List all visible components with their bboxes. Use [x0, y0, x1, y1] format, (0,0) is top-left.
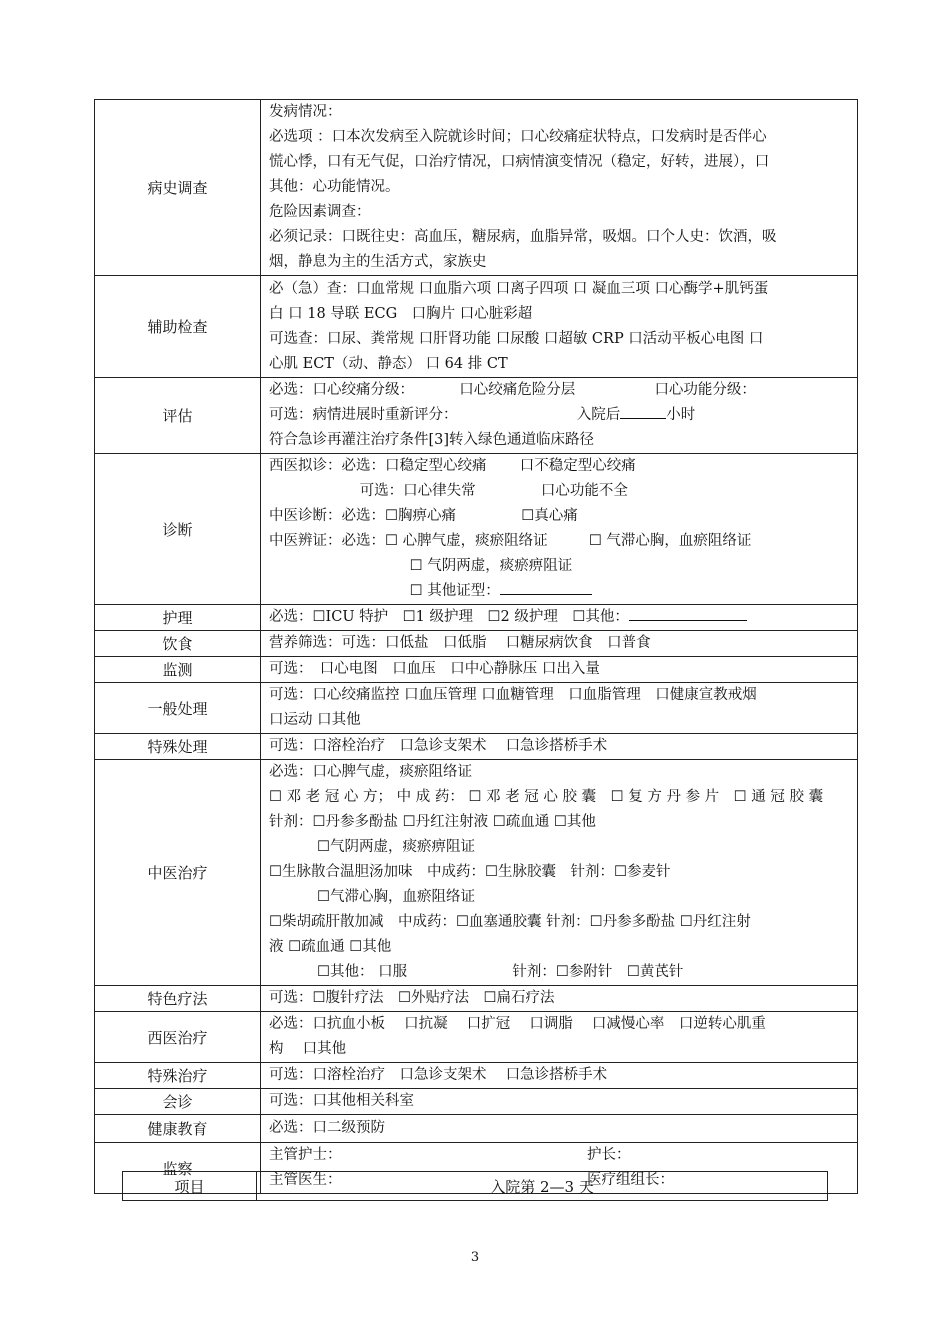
table-row: [95, 683, 858, 734]
western-line: 必选：口抗血小板 口抗凝 口扩冠 口调脂 口减慢心率 口逆转心肌重: [269, 1016, 766, 1032]
page-number: 3: [470, 1250, 480, 1265]
history-line: 发病情况：: [269, 104, 342, 120]
tcm-line: 液 ☐疏血通 ☐其他: [269, 939, 392, 955]
row-label-diagnosis: 诊断: [95, 454, 261, 605]
diagnosis-line: [269, 579, 849, 604]
diagnosis-true-heart-pain: ☐真心痛: [521, 508, 578, 524]
row-label-special-handling: 特殊处理: [95, 734, 261, 760]
diagnosis-heart-failure: 口心功能不全: [540, 483, 628, 499]
table-row: [95, 986, 858, 1012]
diagnosis-line: [269, 504, 849, 529]
table-row: [95, 631, 858, 657]
diagnosis-syndrome-2: ☐ 气滞心胸，血瘀阻络证: [588, 533, 752, 549]
row-label-western: 西医治疗: [95, 1012, 261, 1063]
other-syndrome-blank: [500, 580, 592, 595]
exam-line: 白 口 18 导联 ECG 口胸片 口心脏彩超: [269, 305, 533, 322]
diagnosis-syndrome-3: ☐ 气阴两虚，痰瘀痹阻证: [409, 558, 573, 574]
row-label-supervise: 监察: [95, 1143, 261, 1194]
exam-line: 必（急）查：口血常规 口血脂六项 口离子四项 口 凝血三项 口心酶学+肌钙蛋: [269, 280, 769, 297]
history-line: 必须记录：口既往史：高血压，糖尿病，血脂异常，吸烟。口个人史：饮酒，吸: [269, 229, 777, 245]
assess-admission: 入院后: [576, 407, 621, 423]
exam-line: 心肌 ECT（动、静态） 口 64 排 CT: [269, 355, 508, 372]
assess-content: [261, 378, 858, 454]
day-2-3-table: [122, 1171, 828, 1201]
nursing-text: 必选：☐ICU 特护 ☐1 级护理 ☐2 级护理 ☐其他：: [269, 609, 629, 625]
tcm-syndrome-3: ☐气滞心胸，血瘀阻络证: [317, 889, 475, 905]
diagnosis-other: ☐ 其他证型：: [409, 583, 500, 599]
row-label-history: 病史调查: [95, 100, 261, 276]
assess-line: 符合急诊再灌注治疗条件[3]转入绿色通道临床路径: [269, 432, 595, 448]
row-label-monitor: 监测: [95, 657, 261, 683]
nurse-in-charge-label: 主管护士：: [269, 1147, 342, 1163]
row-label-general: 一般处理: [95, 683, 261, 734]
row-label-exam: 辅助检查: [95, 276, 261, 378]
item-header: 项目: [123, 1172, 257, 1201]
history-content: [261, 100, 858, 276]
tcm-line: 必选：口心脾气虚，痰瘀阻络证: [269, 764, 472, 780]
table-row: [95, 276, 858, 378]
diet-content: 营养筛选：可选：口低盐 口低脂 口糖尿病饮食 口普食: [261, 631, 858, 657]
tcm-line: [269, 960, 849, 985]
western-line: 构 口其他: [269, 1041, 347, 1057]
diagnosis-tcm: 中医诊断：必选：☐胸痹心痛: [269, 508, 456, 524]
diagnosis-syndrome-1: 中医辨证：必选：☐ 心脾气虚，痰瘀阻络证: [269, 533, 548, 549]
assess-function: 口心功能分级：: [654, 382, 756, 398]
row-label-education: 健康教育: [95, 1115, 261, 1143]
table-row: [123, 1172, 828, 1201]
assess-grading: 必选：口心绞痛分级：: [269, 382, 414, 398]
history-line: 烟，静息为主的生活方式，家族史: [269, 254, 487, 270]
tcm-line: [269, 835, 849, 860]
special-handling-content: 可选：口溶栓治疗 口急诊支架术 口急诊搭桥手术: [261, 734, 858, 760]
diagnosis-western-required: 西医拟诊：必选：口稳定型心绞痛: [269, 458, 487, 474]
row-label-diet: 饮食: [95, 631, 261, 657]
assess-hours: 小时: [666, 407, 696, 423]
table-row: [95, 1115, 858, 1143]
tcm-syndrome-2: ☐气阴两虚，痰瘀痹阻证: [317, 839, 475, 855]
group-leader-label: 医疗组组长：: [587, 1172, 674, 1188]
table-row: [95, 1012, 858, 1063]
doctor-in-charge-label: 主管医生：: [269, 1172, 342, 1188]
row-label-special-treatment: 特殊治疗: [95, 1063, 261, 1089]
assess-line: [269, 378, 849, 403]
table-row: [95, 760, 858, 986]
head-nurse-label: 护长：: [587, 1147, 631, 1163]
general-line: 口运动 口其他: [269, 712, 361, 728]
tcm-content: [261, 760, 858, 986]
general-content: [261, 683, 858, 734]
row-label-tcm: 中医治疗: [95, 760, 261, 986]
signature-line: [269, 1143, 849, 1168]
tcm-line: ☐柴胡疏肝散加减 中成药：☐血塞通胶囊 针剂：☐丹参多酚盐 ☐丹红注射: [269, 914, 751, 930]
tcm-line: 针剂：☐丹参多酚盐 ☐丹红注射液 ☐疏血通 ☐其他: [269, 814, 596, 830]
hours-blank: [620, 404, 666, 419]
exam-content: [261, 276, 858, 378]
table-row: [95, 1089, 858, 1115]
table-row: [95, 454, 858, 605]
diagnosis-western-optional: 可选：口心律失常: [359, 483, 476, 499]
tcm-line: ☐生脉散合温胆汤加味 中成药：☐生脉胶囊 针剂：☐参麦针: [269, 864, 671, 880]
history-line: 危险因素调查：: [269, 204, 371, 220]
diagnosis-content: [261, 454, 858, 605]
day-header: 入院第 2—3 天: [257, 1172, 828, 1201]
tcm-line: [269, 885, 849, 910]
tcm-other-injection: 针剂：☐参附针 ☐黄芪针: [512, 964, 684, 980]
assess-rescore: 可选：病情进展时重新评分：: [269, 407, 458, 423]
diagnosis-line: [269, 529, 849, 554]
nursing-other-blank: [629, 606, 747, 621]
western-content: [261, 1012, 858, 1063]
clinical-pathway-table: [94, 99, 858, 1194]
diagnosis-line: [269, 554, 849, 579]
feature-content: 可选：☐腹针疗法 ☐外贴疗法 ☐扁石疗法: [261, 986, 858, 1012]
nursing-content: [261, 605, 858, 631]
table-row: [95, 378, 858, 454]
tcm-line: ☐ 邓 老 冠 心 方； 中 成 药： ☐ 邓 老 冠 心 胶 囊 ☐ 复 方 丹 参 片 ☐ 通 冠 胶 囊: [269, 789, 824, 805]
assess-line: [269, 403, 849, 428]
monitor-content: 可选： 口心电图 口血压 口中心静脉压 口出入量: [261, 657, 858, 683]
row-label-nursing: 护理: [95, 605, 261, 631]
history-line: 慌心悸，口有无气促，口治疗情况，口病情演变情况（稳定，好转，进展），口: [269, 154, 770, 170]
row-label-feature: 特色疗法: [95, 986, 261, 1012]
diagnosis-line: [269, 454, 849, 479]
table-row: [95, 1063, 858, 1089]
general-line: 可选：口心绞痛监控 口血压管理 口血糖管理 口血脂管理 口健康宣教戒烟: [269, 687, 757, 703]
history-line: 必选项 ：口本次发病至入院就诊时间；口心绞痛症状特点，口发病时是否伴心: [269, 129, 767, 145]
diagnosis-line: [269, 479, 849, 504]
tcm-other-oral: ☐其他： 口服: [317, 964, 408, 980]
table-row: [95, 657, 858, 683]
table-row: [95, 734, 858, 760]
diagnosis-unstable: 口不稳定型心绞痛: [519, 458, 636, 474]
special-treatment-content: 可选：口溶栓治疗 口急诊支架术 口急诊搭桥手术: [261, 1063, 858, 1089]
history-line: 其他：心功能情况。: [269, 179, 400, 195]
exam-line: 可选查：口尿、粪常规 口肝肾功能 口尿酸 口超敏 CRP 口活动平板心电图 口: [269, 330, 764, 347]
assess-risk: 口心绞痛危险分层: [459, 382, 576, 398]
table-row: [95, 605, 858, 631]
row-label-assess: 评估: [95, 378, 261, 454]
consult-content: 可选：口其他相关科室: [261, 1089, 858, 1115]
education-content: 必选：口二级预防: [261, 1115, 858, 1143]
table-row: [95, 100, 858, 276]
row-label-consult: 会诊: [95, 1089, 261, 1115]
